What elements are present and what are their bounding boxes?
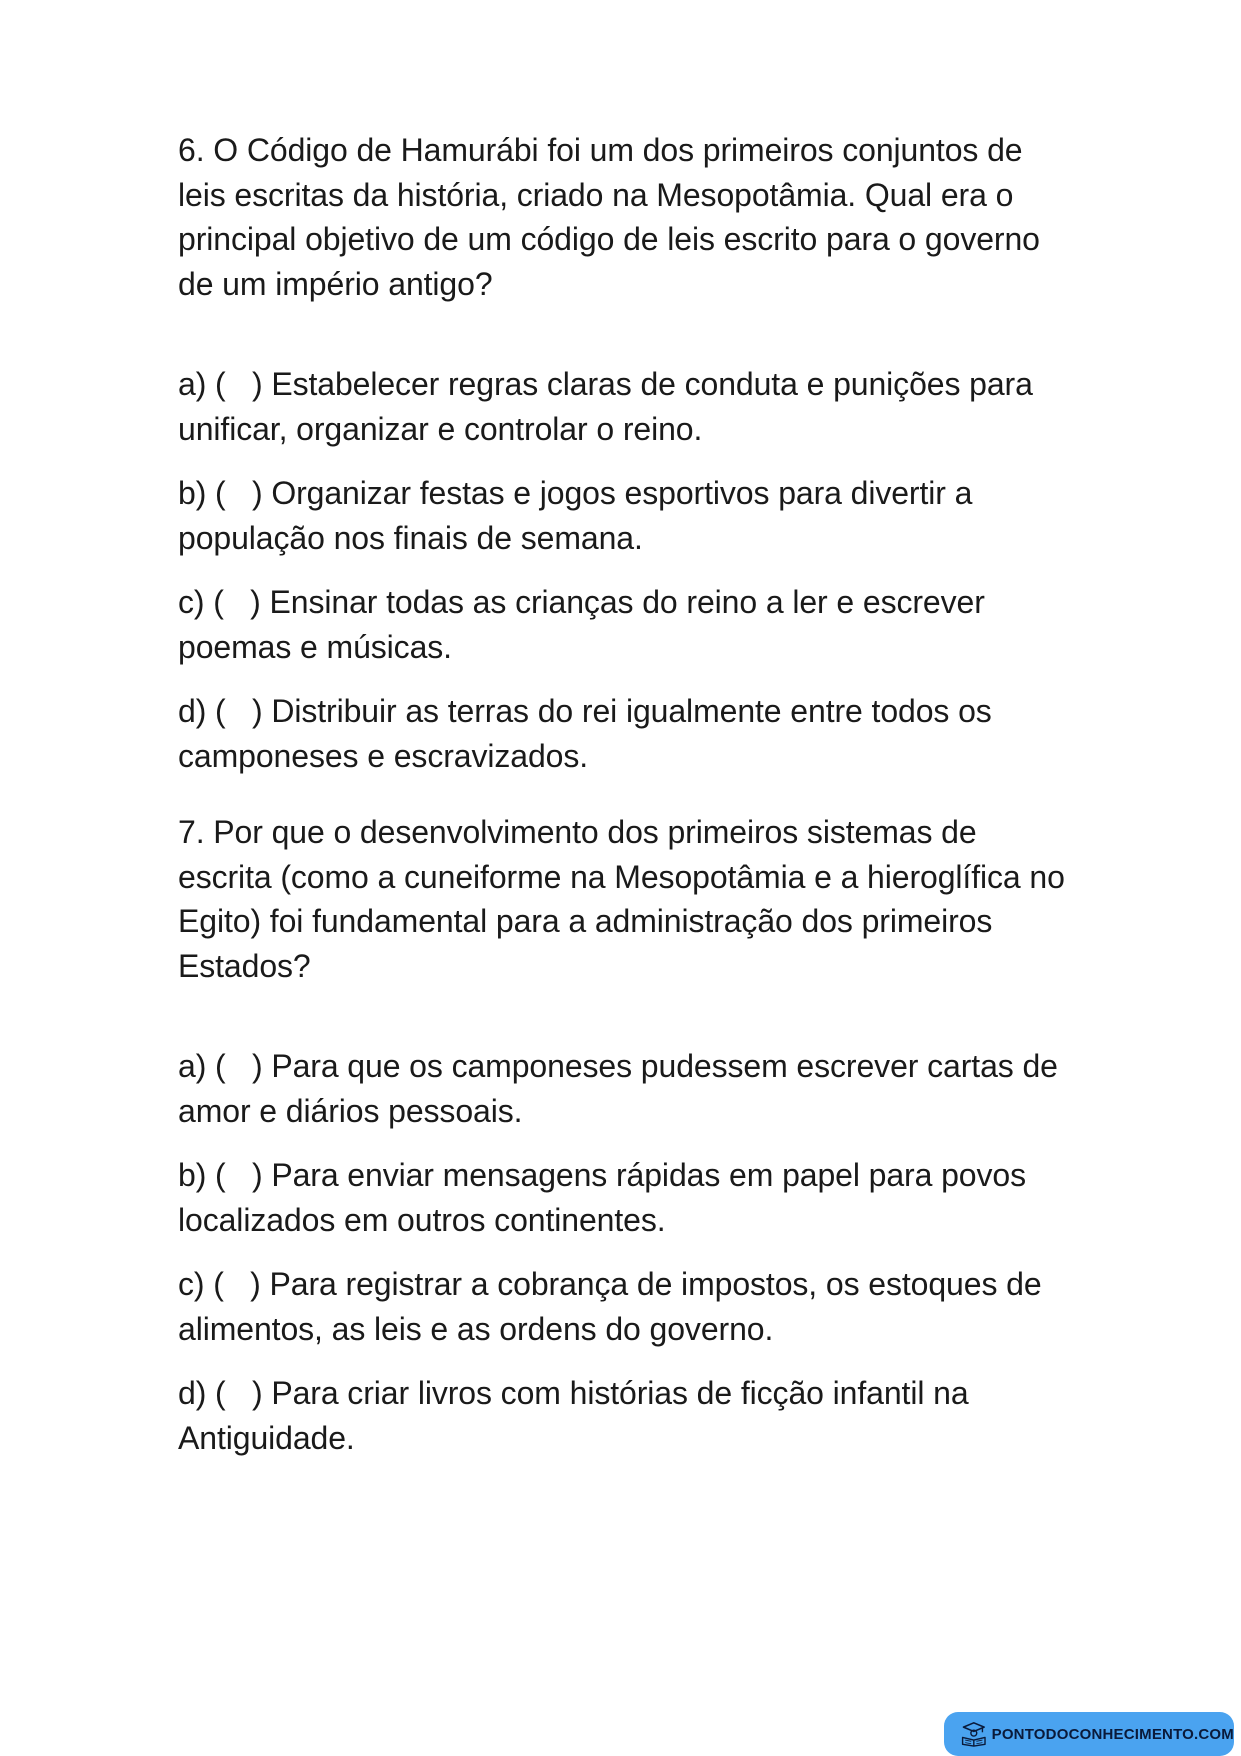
question-6-option-c[interactable]: c) ( ) Ensinar todas as crianças do reino a ler e escrever poemas e músicas. bbox=[178, 584, 994, 665]
site-badge[interactable] bbox=[944, 1712, 1234, 1756]
question-7-option-a[interactable]: a) ( ) Para que os camponeses pudessem escrever cartas de amor e diários pessoais. bbox=[178, 1048, 1067, 1129]
question-7-option-c[interactable]: c) ( ) Para registrar a cobrança de impostos, os estoques de alimentos, as leis e as ordens do governo. bbox=[178, 1266, 1051, 1347]
question-7-option-d[interactable]: d) ( ) Para criar livros com histórias de ficção infantil na Antiguidade. bbox=[178, 1375, 976, 1456]
question-7-option-b[interactable]: b) ( ) Para enviar mensagens rápidas em papel para povos localizados em outros continentes. bbox=[178, 1157, 1035, 1238]
question-6-prompt: 6. O Código de Hamurábi foi um dos primeiros conjuntos de leis escritas da história, criado na Mesopotâmia. Qual era o principal objetivo de um código de leis escrito para o governo de um império antigo? bbox=[178, 132, 1040, 302]
question-6-option-a[interactable]: a) ( ) Estabelecer regras claras de conduta e punições para unificar, organizar e controlar o reino. bbox=[178, 366, 1042, 447]
question-6-option-d[interactable]: d) ( ) Distribuir as terras do rei igualmente entre todos os camponeses e escravizados. bbox=[178, 693, 1001, 774]
question-7-options bbox=[178, 1044, 1078, 1480]
site-label: PONTODOCONHECIMENTO.COM bbox=[991, 1725, 1234, 1743]
question-7 bbox=[178, 810, 1078, 988]
question-6-option-b[interactable]: b) ( ) Organizar festas e jogos esportivos para divertir a população nos finais de semana. bbox=[178, 475, 982, 556]
question-7-prompt: 7. Por que o desenvolvimento dos primeiros sistemas de escrita (como a cuneiforme na Mesopotâmia e a hieroglífica no Egito) foi fundamental para a administração dos primeiros Estados? bbox=[178, 814, 1065, 984]
graduate-reader-icon bbox=[960, 1720, 988, 1748]
question-6 bbox=[178, 128, 1078, 306]
question-6-options bbox=[178, 362, 1078, 798]
